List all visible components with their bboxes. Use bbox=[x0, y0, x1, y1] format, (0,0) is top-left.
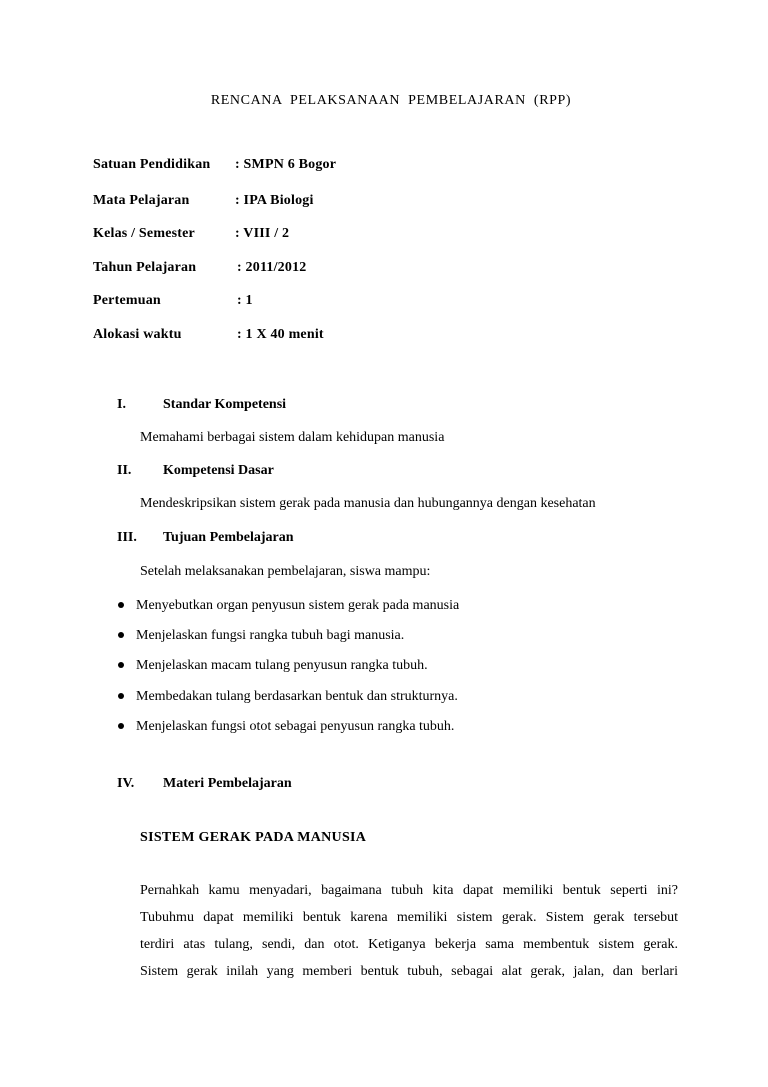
bullet-icon bbox=[118, 632, 124, 638]
list-item-text: Menjelaskan fungsi otot sebagai penyusun rangka tubuh. bbox=[136, 719, 455, 734]
section-text: Memahami berbagai sistem dalam kehidupan manusia bbox=[140, 430, 445, 445]
material-heading: SISTEM GERAK PADA MANUSIA bbox=[140, 830, 367, 845]
identity-value: : IPA Biologi bbox=[235, 193, 314, 208]
paragraph-line: Pernahkah kamu menyadari, bagaimana tubuh kita dapat memiliki bentuk seperti ini? bbox=[140, 883, 678, 898]
list-item-text: Menjelaskan macam tulang penyusun rangka tubuh. bbox=[136, 658, 428, 673]
section-title-kompetensi-dasar: Kompetensi Dasar bbox=[163, 463, 274, 478]
identity-label: Satuan Pendidikan bbox=[93, 157, 211, 172]
bullet-icon bbox=[118, 602, 124, 608]
list-item-text: Menyebutkan organ penyusun sistem gerak pada manusia bbox=[136, 598, 460, 613]
document-title: RENCANA PELAKSANAAN PEMBELAJARAN (RPP) bbox=[210, 93, 572, 108]
identity-label: Kelas / Semester bbox=[93, 226, 195, 241]
identity-label: Alokasi waktu bbox=[93, 327, 182, 342]
section-number: II. bbox=[117, 463, 132, 478]
section-title-materi-pembelajaran: Materi Pembelajaran bbox=[163, 776, 292, 791]
paragraph-line: terdiri atas tulang, sendi, dan otot. Ketiganya bekerja sama membentuk sistem gerak. bbox=[140, 937, 678, 952]
identity-value: : 1 X 40 menit bbox=[237, 327, 324, 342]
list-item bbox=[118, 628, 404, 644]
section-title-standar-kompetensi: Standar Kompetensi bbox=[163, 397, 287, 412]
list-item bbox=[118, 719, 454, 735]
list-item-text: Menjelaskan fungsi rangka tubuh bagi manusia. bbox=[136, 628, 405, 643]
identity-value: : VIII / 2 bbox=[235, 226, 290, 241]
list-item bbox=[118, 689, 458, 705]
list-item-text: Membedakan tulang berdasarkan bentuk dan strukturnya. bbox=[136, 689, 458, 704]
identity-value: : SMPN 6 Bogor bbox=[235, 157, 337, 172]
identity-label: Mata Pelajaran bbox=[93, 193, 190, 208]
identity-value: : 2011/2012 bbox=[237, 260, 307, 275]
section-text: Mendeskripsikan sistem gerak pada manusia dan hubungannya dengan kesehatan bbox=[140, 496, 596, 511]
section-text: Setelah melaksanakan pembelajaran, siswa mampu: bbox=[140, 564, 431, 579]
paragraph-line: Tubuhmu dapat memiliki bentuk karena memiliki sistem gerak. Sistem gerak tersebut bbox=[140, 910, 678, 925]
section-number: I. bbox=[117, 397, 126, 412]
bullet-icon bbox=[118, 662, 124, 668]
section-number: III. bbox=[117, 530, 137, 545]
section-title-tujuan-pembelajaran: Tujuan Pembelajaran bbox=[163, 530, 294, 545]
section-number: IV. bbox=[117, 776, 135, 791]
list-item bbox=[118, 658, 428, 674]
paragraph-line: Sistem gerak inilah yang memberi bentuk tubuh, sebagai alat gerak, jalan, dan berlari bbox=[140, 964, 678, 979]
identity-label: Tahun Pelajaran bbox=[93, 260, 197, 275]
identity-value: : 1 bbox=[237, 293, 253, 308]
bullet-icon bbox=[118, 723, 124, 729]
list-item bbox=[118, 598, 459, 614]
bullet-icon bbox=[118, 693, 124, 699]
identity-label: Pertemuan bbox=[93, 293, 161, 308]
